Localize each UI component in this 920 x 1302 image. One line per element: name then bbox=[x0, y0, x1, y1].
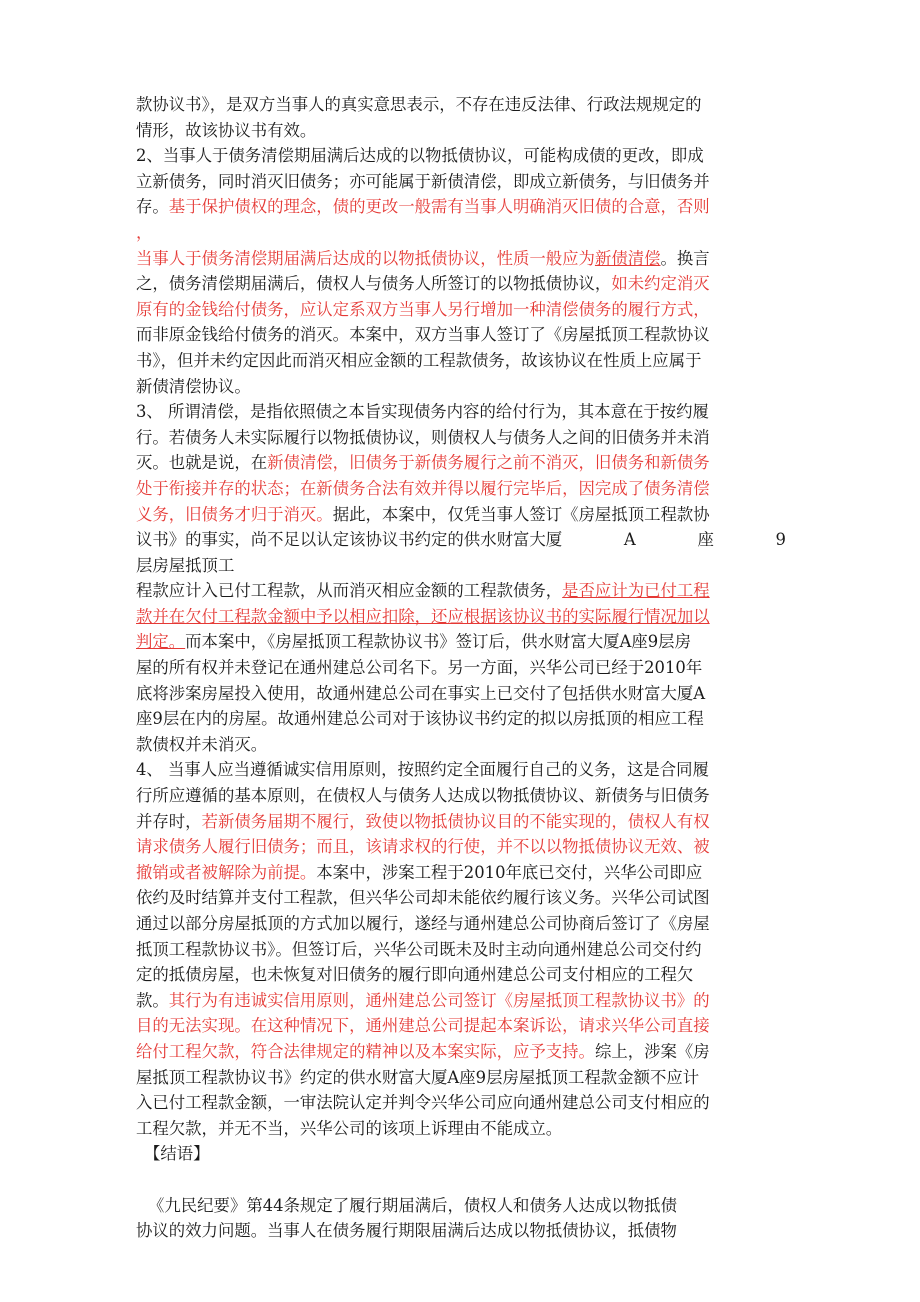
text-line bbox=[136, 860, 786, 886]
text-line bbox=[136, 1218, 786, 1244]
text-line bbox=[136, 578, 786, 604]
document-page bbox=[136, 92, 786, 1244]
text-segment: 入已付工程款金额，一审法院认定并判令兴华公司应向通州建总公司支付相应的 bbox=[136, 1093, 710, 1113]
text-line bbox=[136, 322, 786, 348]
emphasized-text: 其行为有违诚实信用原则，通州建总公司签订《房屋抵顶工程款协议书》的 bbox=[168, 990, 710, 1010]
emphasized-text: 处于衔接并存的状态；在新债务合法有效并得以履行完毕后，因完成了债务清偿 bbox=[136, 478, 710, 498]
text-line bbox=[136, 118, 786, 144]
text-segment: 款。 bbox=[136, 990, 169, 1010]
text-segment: 抵顶工程款协议书》。但签订后，兴华公司既未及时主动向通州建总公司交付约 bbox=[136, 939, 702, 959]
text-line bbox=[136, 732, 786, 758]
text-line bbox=[136, 681, 786, 707]
emphasized-text: 如未约定消灭 bbox=[611, 274, 710, 294]
text-segment: 【结语】 bbox=[144, 1144, 210, 1164]
text-line bbox=[136, 374, 786, 400]
text-line bbox=[136, 553, 786, 579]
text-segment: 通过以部分房屋抵顶的方式加以履行，遂经与通州建总公司协商后签订了《房屋 bbox=[136, 914, 710, 933]
text-segment: 之，债务清偿期届满后，债权人与债务人所签订的以物抵债协议， bbox=[136, 274, 612, 294]
text-line bbox=[136, 143, 786, 169]
text-segment: 本案中，涉案工程于2010年底已交付，兴华公司即应 bbox=[316, 862, 703, 882]
emphasized-text: 原有的金钱给付债务，应认定系双方当事人另行增加一种清偿债务的履行方式， bbox=[136, 299, 710, 319]
text-line bbox=[136, 809, 786, 835]
text-line bbox=[136, 1193, 786, 1219]
text-fragment: A bbox=[623, 530, 636, 550]
text-segment: 2、当事人于债务清偿期届满后达成的以物抵债协议，可能构成债的更改，即成 bbox=[136, 146, 704, 166]
text-segment: 新债清偿协议。 bbox=[136, 376, 251, 396]
text-segment: 据此，本案中，仅凭当事人签订《房屋抵顶工程款协 bbox=[332, 504, 710, 524]
text-line bbox=[136, 502, 786, 528]
text-segment: 款协议书》，是双方当事人的真实意思表示，不存在违反法律、行政法规规定的 bbox=[136, 95, 702, 114]
text-line bbox=[136, 629, 786, 655]
text-segment: 情形，故该协议书有效。 bbox=[136, 120, 317, 140]
emphasized-text: 判定。 bbox=[136, 632, 186, 652]
text-line bbox=[136, 527, 786, 553]
emphasized-text: 当事人于债务清偿期届满后达成的以物抵债协议，性质一般应为 bbox=[136, 248, 595, 268]
text-line bbox=[136, 1116, 786, 1142]
text-line bbox=[136, 885, 786, 911]
text-segment: 4、 当事人应当遵循诚实信用原则，按照约定全面履行自己的义务，这是合同履 bbox=[136, 760, 709, 780]
blank-line bbox=[136, 1167, 786, 1193]
text-line bbox=[136, 399, 786, 425]
text-segment: 底将涉案房屋投入使用，故通州建总公司在事实上已交付了包括供水财富大厦A bbox=[136, 683, 706, 703]
text-segment: 而本案中，《房屋抵顶工程款协议书》签订后，供水财富大厦A座9层房 bbox=[185, 632, 691, 652]
text-segment: 定的抵债房屋，也未恢复对旧债务的履行即向通州建总公司支付相应的工程欠 bbox=[136, 965, 694, 985]
text-line bbox=[136, 1065, 786, 1091]
text-segment: 书》，但并未约定因此而消灭相应金额的工程款债务，故该协议在性质上应属于 bbox=[136, 350, 702, 370]
text-line bbox=[136, 911, 786, 937]
text-line bbox=[136, 92, 786, 118]
text-segment: 依约及时结算并支付工程款，但兴华公司却未能依约履行该义务。兴华公司试图 bbox=[136, 888, 710, 908]
emphasized-text: 给付工程欠款，符合法律规定的精神以及本案实际，应予支持。 bbox=[136, 1041, 595, 1061]
text-segment: 灭。也就是说，在 bbox=[136, 453, 268, 473]
section-heading bbox=[136, 1141, 786, 1167]
text-segment: 综上，涉案《房 bbox=[594, 1041, 710, 1061]
text-line bbox=[136, 834, 786, 860]
text-line bbox=[136, 1013, 786, 1039]
text-segment: 3、 所谓清偿，是指依照债之本旨实现债务内容的给付行为，其本意在于按约履 bbox=[136, 402, 709, 422]
emphasized-text: 请求债务人履行旧债务；而且，该请求权的行使，并不以以物抵债协议无效、被 bbox=[136, 837, 710, 857]
emphasized-text: 基于保护债权的理念，债的更改一般需有当事人明确消灭旧债的合意，否则 bbox=[168, 197, 710, 217]
text-segment: 屋抵顶工程款协议书》约定的供水财富大厦A座9层房屋抵顶工程款金额不应计 bbox=[136, 1067, 700, 1087]
text-line bbox=[136, 425, 786, 451]
text-line bbox=[136, 757, 786, 783]
text-line bbox=[136, 783, 786, 809]
text-segment: 并存时， bbox=[136, 811, 202, 831]
text-line bbox=[136, 169, 786, 195]
text-segment: 协议的效力问题。当事人在债务履行期限届满后达成以物抵债协议，抵债物 bbox=[136, 1221, 677, 1241]
emphasized-text: 是否应计为已付工程 bbox=[562, 581, 710, 601]
text-fragment: 议书》的事实，尚不足以认定该协议书约定的供水财富大厦 bbox=[136, 530, 563, 550]
text-line bbox=[136, 246, 786, 272]
text-line bbox=[136, 988, 786, 1014]
text-line bbox=[136, 271, 786, 297]
text-segment: 行。若债务人未实际履行以物抵债协议，则债权人与债务人之间的旧债务并未消 bbox=[136, 427, 710, 447]
text-line bbox=[136, 962, 786, 988]
text-segment: 《九民纪要》第44条规定了履行期届满后，债权人和债务人达成以物抵债 bbox=[148, 1195, 677, 1215]
text-line bbox=[136, 220, 786, 246]
text-segment: 立新债务，同时消灭旧债务；亦可能属于新债清偿，即成立新债务，与旧债务并 bbox=[136, 171, 710, 191]
text-segment: 存。 bbox=[136, 197, 169, 217]
text-fragment: 座 bbox=[697, 530, 714, 550]
emphasized-text: ， bbox=[136, 222, 153, 242]
text-line bbox=[136, 348, 786, 374]
text-segment: 屋的所有权并未登记在通州建总公司名下。另一方面，兴华公司已经于2010年 bbox=[136, 658, 703, 678]
text-segment: 行所应遵循的基本原则，在债权人与债务人达成以物抵债协议、新债务与旧债务 bbox=[136, 786, 710, 806]
text-line bbox=[136, 1039, 786, 1065]
text-line bbox=[136, 655, 786, 681]
text-segment: 层房屋抵顶工 bbox=[136, 555, 235, 575]
emphasized-text: 义务，旧债务才归于消灭。 bbox=[136, 504, 333, 524]
text-line bbox=[136, 450, 786, 476]
emphasized-text: 新债清偿，旧债务于新债务履行之前不消灭，旧债务和新债务 bbox=[267, 453, 710, 473]
text-line bbox=[136, 1090, 786, 1116]
text-segment: 款债权并未消灭。 bbox=[136, 734, 268, 754]
emphasized-text: 新债清偿 bbox=[594, 248, 661, 268]
text-line bbox=[136, 297, 786, 323]
text-segment: 座9层在内的房屋。故通州建总公司对于该协议书约定的拟以房抵顶的相应工程 bbox=[136, 709, 704, 729]
text-segment: 程款应计入已付工程款，从而消灭相应金额的工程款债务， bbox=[136, 581, 563, 601]
text-line bbox=[136, 476, 786, 502]
text-line bbox=[136, 706, 786, 732]
text-line bbox=[136, 194, 786, 220]
text-line bbox=[136, 604, 786, 630]
text-line bbox=[136, 937, 786, 963]
emphasized-text: 目的无法实现。在这种情况下，通州建总公司提起本案诉讼，请求兴华公司直接 bbox=[136, 1016, 710, 1036]
emphasized-text: 若新债务届期不履行，致使以物抵债协议目的不能实现的，债权人有权 bbox=[201, 811, 710, 831]
emphasized-text: 撤销或者被解除为前提。 bbox=[136, 862, 317, 882]
text-fragment: 9 bbox=[775, 530, 786, 550]
text-segment: 。换言 bbox=[660, 248, 710, 268]
emphasized-text: 款并在欠付工程款金额中予以相应扣除，还应根据该协议书的实际履行情况加以 bbox=[136, 606, 710, 626]
text-segment: 工程欠款，并无不当，兴华公司的该项上诉理由不能成立。 bbox=[136, 1118, 563, 1138]
text-segment: 而非原金钱给付债务的消灭。本案中，双方当事人签订了《房屋抵顶工程款协议 bbox=[136, 325, 710, 345]
